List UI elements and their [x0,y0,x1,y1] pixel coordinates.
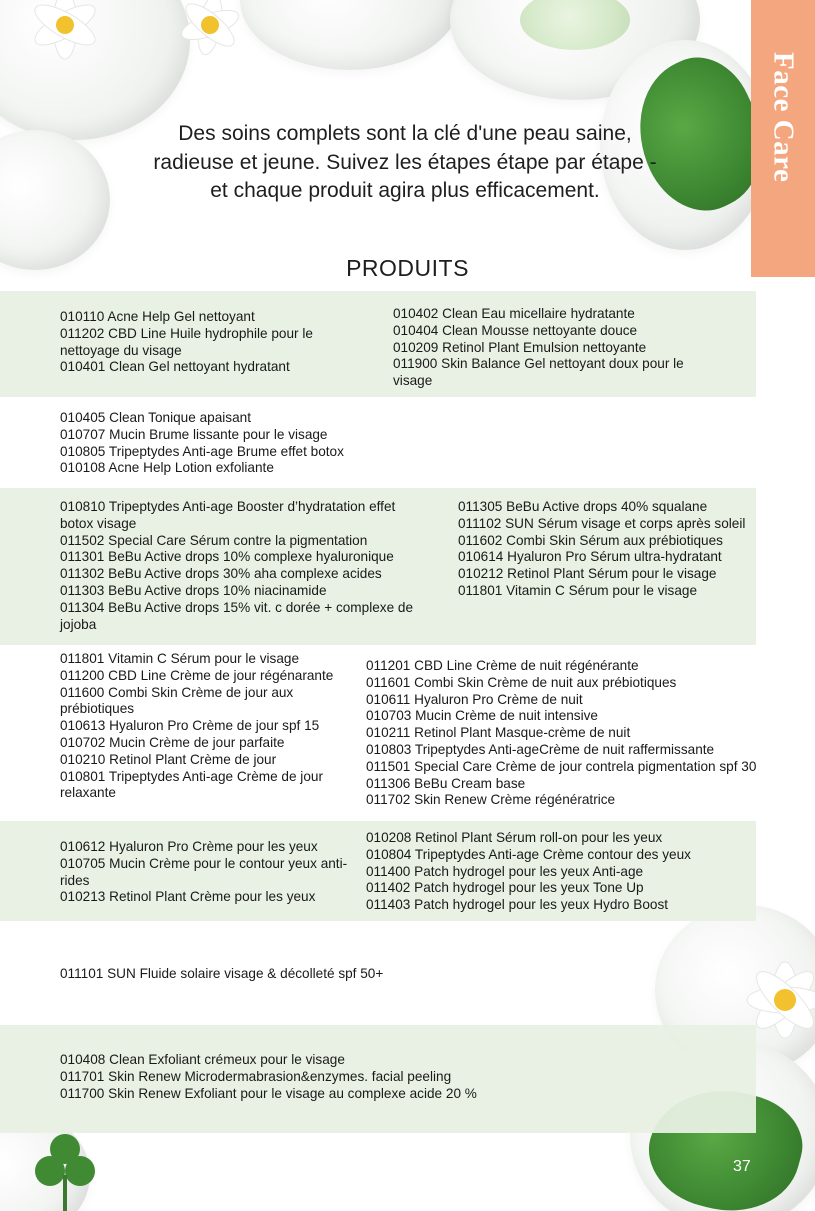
list-item: 011301 BeBu Active drops 10% complexe hyaluronique [60,549,394,565]
list-item: 011305 BeBu Active drops 40% squalane [458,499,708,514]
list-item: 010212 Retinol Plant Sérum pour le visage [458,566,717,582]
list-item: 011201 CBD Line Crème de nuit régénérante [366,658,639,673]
glass-dish-left-image [0,130,110,270]
section-title: PRODUITS [346,255,469,281]
list-item: 010405 Clean Tonique apaisant [60,410,251,425]
product-list-right [366,658,786,809]
product-list-left [60,309,340,376]
list-item: 011701 Skin Renew Microdermabrasion&enzymes. facial peeling [60,1068,452,1084]
list-item: 010108 Acne Help Lotion exfoliante [60,460,274,476]
list-item: 011601 Combi Skin Crème de nuit aux prébiotiques [366,674,677,690]
list-item: 011900 Skin Balance Gel nettoyant doux pour le visage [393,356,684,389]
list-item: 010810 Tripeptydes Anti-age Booster d’hydratation effet botox visage [60,499,396,531]
product-list-right [366,830,736,914]
list-item: 011700 Skin Renew Exfoliant pour le visage au complexe acide 20 % [60,1085,477,1101]
list-item: 011702 Skin Renew Crème régénératrice [366,792,616,808]
list-item: 010702 Mucin Crème de jour parfaite [60,734,285,750]
list-item: 010408 Clean Exfoliant crémeux pour le visage [60,1052,345,1067]
list-item: 011402 Patch hydrogel pour les yeux Tone Up [366,880,644,896]
list-item: 011303 BeBu Active drops 10% niacinamide [60,582,327,598]
list-item: 010703 Mucin Crème de nuit intensive [366,708,598,724]
product-list-left [60,966,460,983]
product-list-right [458,499,750,600]
list-item: 011502 Special Care Sérum contre la pigmentation [60,532,368,548]
list-item: 010401 Clean Gel nettoyant hydratant [60,359,290,375]
product-band-sun [0,921,756,1025]
list-item: 011101 SUN Fluide solaire visage & décolleté spf 50+ [60,966,384,981]
list-item: 010211 Retinol Plant Masque-crème de nuit [366,725,631,741]
list-item: 010404 Clean Mousse nettoyante douce [393,322,638,338]
list-item: 011200 CBD Line Crème de jour régénarante [60,667,334,683]
list-item: 011602 Combi Skin Sérum aux prébiotiques [458,532,723,548]
product-band-creams [0,645,756,821]
side-tab-label: Face Care [767,52,800,183]
product-list-left [60,839,350,906]
list-item: 010803 Tripeptydes Anti-ageCrème de nuit raffermissante [366,741,715,757]
product-band-eyes [0,821,756,921]
white-flower-icon [155,0,265,70]
product-band-cleansers [0,291,756,397]
list-item: 010612 Hyaluron Pro Crème pour les yeux [60,839,318,854]
list-item: 010804 Tripeptydes Anti-age Crème contour des yeux [366,846,691,862]
intro-paragraph: Des soins complets sont la clé d'une peau saine, radieuse et jeune. Suivez les étapes étape par étape - et chaque produit agira plus efficacement. [153,122,657,202]
white-flower-icon [10,0,120,70]
list-item: 011403 Patch hydrogel pour les yeux Hydro Boost [366,897,669,913]
list-item: 011304 BeBu Active drops 15% vit. c dorée + complexe de jojoba [60,599,414,632]
product-list-left [60,410,420,477]
list-item: 010209 Retinol Plant Emulsion nettoyante [393,339,647,355]
page-number: 37 [733,1158,751,1175]
list-item: 010402 Clean Eau micellaire hydratante [393,306,635,321]
list-item: 011302 BeBu Active drops 30% aha complexe acides [60,566,382,582]
list-item: 010110 Acne Help Gel nettoyant [60,309,255,324]
glass-dish-image [240,0,460,70]
list-item: 010611 Hyaluron Pro Crème de nuit [366,691,583,707]
list-item: 010801 Tripeptydes Anti-age Crème de jour relaxante [60,768,323,801]
list-item: 010805 Tripeptydes Anti-age Brume effet botox [60,443,344,459]
list-item: 010613 Hyaluron Pro Crème de jour spf 15 [60,718,320,734]
list-item: 010707 Mucin Brume lissante pour le visage [60,426,328,442]
product-list-left [60,499,432,633]
list-item: 010210 Retinol Plant Crème de jour [60,751,277,767]
list-item: 010705 Mucin Crème pour le contour yeux anti-rides [60,855,348,888]
list-item: 010208 Retinol Plant Sérum roll-on pour les yeux [366,830,663,845]
list-item: 011306 BeBu Cream base [366,775,526,791]
list-item: 011202 CBD Line Huile hydrophile pour le nettoyage du visage [60,325,313,358]
list-item: 011102 SUN Sérum visage et corps après soleil [458,515,746,531]
product-band-exfoliants [0,1025,756,1133]
product-list-left [60,1052,560,1102]
product-band-serums [0,488,756,645]
product-list-right [393,306,723,390]
list-item: 011600 Combi Skin Crème de jour aux prébiotiques [60,684,294,717]
clover-leaf-icon [20,1120,110,1211]
product-list-left [60,651,350,802]
list-item: 011801 Vitamin C Sérum pour le visage [458,582,698,598]
list-item: 011501 Special Care Crème de jour contrela pigmentation spf 30 [366,758,757,774]
side-category-tab [751,0,815,277]
list-item: 010213 Retinol Plant Crème pour les yeux [60,889,316,905]
list-item: 010614 Hyaluron Pro Sérum ultra-hydratant [458,549,722,565]
list-item: 011801 Vitamin C Sérum pour le visage [60,651,300,666]
list-item: 011400 Patch hydrogel pour les yeux Anti-age [366,863,644,879]
product-band-toners [0,397,756,488]
